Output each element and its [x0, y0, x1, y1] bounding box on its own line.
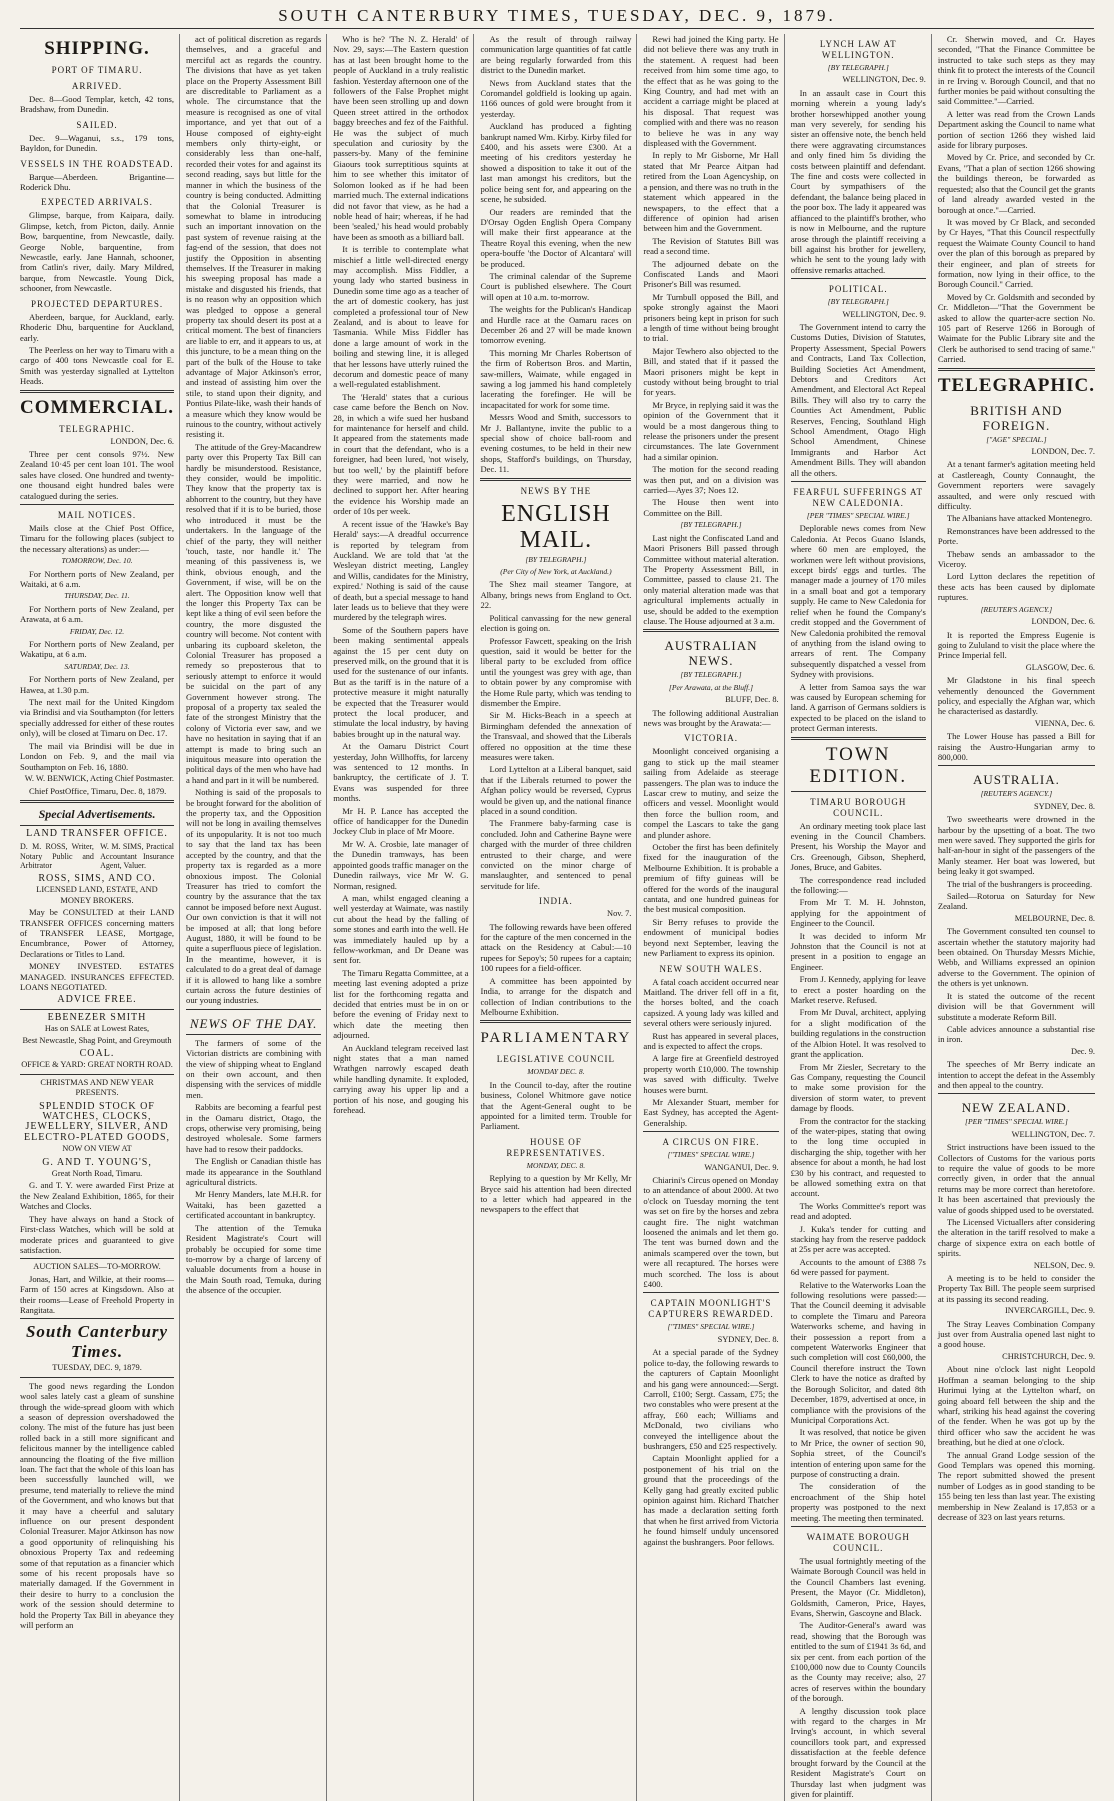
post-office-place: Chief PostOffice, Timaru, Dec. 8, 1879. [29, 786, 167, 797]
divider [643, 629, 778, 632]
new-zealand-heading: NEW ZEALAND. [961, 1100, 1072, 1116]
column-5 [643, 34, 784, 1801]
london-date: LONDON, Dec. 7. [1031, 447, 1095, 456]
cable-item: It is reported the Empress Eugenie is going to Zululand to visit the place where the Prince Imperial fell. [937, 629, 1095, 661]
lynch-text: In an assault case in Court this morning wherein a young lady's brother horsewhipped another young man very severely, for sending his sister an offensive note, the bench held there were aggravating circumstances and only fined him 5s dividing the costs between plaintiff and defendant. The fine and costs were collected in Court by sympathisers of the defendant, the balance being placed in the poor box. The lady it appeared was affianced to the plaintiff's brother, who is now in Melbourne, and the rupture arose through the plaintiff receiving a bill against his brother for jewellery, which he sent to the young lady with offensive remarks attached. [790, 87, 926, 275]
news-item: A recent issue of the 'Hawke's Bay Herald' says:—A dreadful occurrence is reported by telegram from Auckland. We are told that 'at the Wesleyan district meeting, Langley and Willis, candidates for the Ministry, expired.' Nothing is said of the cause of death, but a special message to hand later leads us to believe that they were murdered by the telegraph wires. [333, 518, 469, 623]
divider [938, 368, 1095, 371]
mail-news-item: Sir M. Hicks-Beach in a speech at Birmingham defended the annexation of the Transvaal, and showed that the Liberals offered no opposition at the time these measures were taken. [480, 710, 632, 762]
parliament-text: The motion for the second reading was then put, and on a division was carried—Ayes 37; Noes 12. [643, 464, 779, 496]
divider [791, 791, 926, 792]
by-telegraph: [BY TELEGRAPH.] [827, 297, 889, 307]
shipping-heading: SHIPPING. [44, 38, 150, 59]
parliament-text: Mr Bryce, in replying said it was the opinion of the Government that it would be a most dangerous thing to release the prisoners under the present circumstances. The late Government had a similar opinion. [643, 399, 779, 462]
divider [186, 1009, 321, 1010]
cable-item: At a tenant farmer's agitation meeting held at Castlereagh, County Connaught, the Government reporters were savagely assaulted, and were only rescued with difficulty. [937, 459, 1095, 512]
per-arawata: [Per Arawata, at the Bluff.] [668, 682, 754, 692]
auction-text: Jonas, Hart, and Wilkie, at their rooms—Farm of 150 acres at Kingsdown. Also at their rooms—Lease of Freehold Property in Rangitata. [20, 1273, 175, 1315]
divider [20, 1377, 174, 1378]
cable-item: The Government consulted ten counsel to ascertain whether the statutory majority had been obtained. On Thursday Messrs Michie, Webb, and Williams expressed an opinion adverse to the Government. The opinion of the others is yet unknown. [937, 926, 1095, 989]
council-text: The usual fortnightly meeting of the Waimate Borough Council was held in the Council Chambers last evening. Present, the Mayor (Cr. Middleton), Goldsmith, Cameron, Price, Hayes, Evans, Sherwin, Gascoyne and Black. [790, 1555, 926, 1618]
town-edition-heading: TOWN EDITION. [809, 743, 908, 787]
office-yard: OFFICE & YARD: GREAT NORTH ROAD. [21, 1060, 173, 1070]
divider [480, 1020, 631, 1023]
aus-item: A fatal coach accident occurred near Maitland. The driver fell off in a fit, the horses bolted, and the coach capsized. A young lady was killed and several others were seriously injured. [643, 976, 779, 1029]
wellington-date: WELLINGTON, Dec. 7. [1011, 1129, 1095, 1139]
by-telegraph: [BY TELEGRAPH.] [680, 520, 742, 530]
parliament-text: In reply to Mr Gisborne, Mr Hall stated that Mr Pearce Aitpan had retired from the Loan Agencyship, on a pension, and there was no truth in the statement which appeared in the newspapers, to the effect that a difference of opinion had arisen between him and the Government. [643, 150, 779, 234]
news-item: Mr H. P. Lance has accepted the office of handicapper for the Dunedin Jockey Club in place of Mr Moore. [333, 805, 469, 837]
postmaster-signature: W. W. BENWICK, Acting Chief Postmaster. [24, 773, 175, 783]
cable-item: The Lower House has passed a Bill for raising the Austro-Hungarian army to 800,000. [937, 731, 1095, 762]
special-ads-heading: Special Advertisements. [38, 806, 156, 821]
coal-heading: COAL. [79, 1048, 115, 1059]
news-item: Rabbits are becoming a fearful pest in the Oamaru district, Otago, the crops, otherwise very promising, being destroyed wholesale. Some farmers have had to resow their paddocks. [186, 1102, 322, 1154]
divider [20, 1318, 174, 1319]
ross-sims-names [20, 842, 174, 871]
editorial-text: The attitude of the Grey-Macandrew party over this Property Tax Bill can hardly be misunderstood. Resistance, they consider, would be impolitic. They know that the property tax is abhorrent to the country, but they have resolved that if it is to be buried, those who introduced it must be the undertakers. In the language of the chief of the party, they will neither 'touch, taste, nor handle it.' The meaning of this passiveness is, we think, obvious enough, and the Government, if wise, will be on the alert. The Opposition know well that the longer this Property Tax can be kept like a thing of evil seen before the country, the more disgusted the country will become. Not content with unbaring its cupboard skeleton, the Colonial Treasurer has proposed a remedy so preposterous that to seriously attempt to enforce it would be suicidal on the part of any Government however strong. The proposal of a property tax sealed the fate of the strongest Ministry that the colony of Victoria ever saw, and we have no hesitation in saying that if an attempt is made to bring such an iniquitous measure into operation the political days of the men who have had a hand and part in it will be numbered. [186, 441, 322, 785]
cable-item: Lord Lytton declares the repetition of these acts has been caused by diplomate ruptures. [937, 571, 1095, 603]
news-by-the: NEWS BY THE [520, 485, 592, 496]
cable-item: Two sweethearts were drowned in the harbour by the upsetting of a boat. The two men were saved. They supported the girls for half-an-hour in sight of the passengers of the Manly steamer. Her boat was lowered, but being leaky it got swamped. [937, 814, 1095, 877]
aus-item: Rust has appeared in several places, and is expected to affect the crops. [643, 1030, 779, 1051]
cable-item: About nine o'clock last night Leopold Hoffman a seaman belonging to the ship Hurimui lying at the Lyttelton wharf, on going aboard fell between the ship and the wharf, striking his head against the covering of the fender. When he was got up by the third officer who saw the accident he was breathing, but he died at one o'clock. [937, 1364, 1095, 1448]
waimate-council-heading: WAIMATE BOROUGH COUNCIL. [806, 1531, 910, 1553]
aus-item: The following additional Australian news was brought by the Arawata:— [643, 707, 779, 728]
times-wire: [PER "TIMES" SPECIAL WIRE.] [964, 1117, 1068, 1127]
news-of-day-heading: NEWS OF THE DAY. [189, 1015, 318, 1031]
parliament-text: Mr Turnbull opposed the Bill, and spoke strongly against the Maori prisoners being kept in prison for such a length of time without being brought to trial. [643, 291, 779, 344]
times-wire: ["TIMES" SPECIAL WIRE.] [667, 1150, 755, 1160]
mail-intro: Mails close at the Chief Post Office, Timaru for the following places (subject to the necessary alterations) as under:— [20, 522, 175, 554]
young-text-2: They have always on hand a Stock of First-class Watches, which will be sold at moderate prices and guaranteed to give satisfaction. [20, 1213, 175, 1255]
mail-item: The mail via Brindisi will be due in London on Feb. 9, and the mail via Southampton on Feb. 16, 1880. [20, 740, 175, 772]
moonlight-text: Captain Moonlight applied for a postponement of his trial on the ground that the proceedings of the Kelly gang had greatly excited public opinion against him. Richard Thatcher has made a declaration setting forth that when he first arrived from Victoria he found himself unduly uncensored against the bushrangers. Poor fellows. [643, 1453, 779, 1547]
divider [20, 800, 174, 803]
divider [20, 504, 174, 505]
divider [643, 1131, 778, 1132]
reuters-wire: [REUTER'S AGENCY.] [980, 789, 1053, 799]
divider [20, 1074, 174, 1075]
ross-sims-money: MONEY INVESTED. ESTATES MANAGED. INSURANCES EFFECTED. LOANS NEGOTIATED. [20, 961, 175, 992]
news-item: Who is he? 'The N. Z. Herald' of Nov. 29, says:—The Eastern question has at last been brought home to the people of Auckland in a truly realistic fashion. Yesterday afternoon one of the followers of the False Prophet might have been seen strolling up and down Queen street attired in the orthodox baggy breeches and fez of the Faithful. He was the subject of much speculation and curiosity by the passers-by. Many of the feminine Giaours took surreptitious squints at him to see whether this imitator of Solomon looked as if he had been married much. The external indications did not favor that view, as he had a noble head of hair; whereas, if he had been 'sealed,' his head would probably have been as smooth as a billiard ball. [333, 34, 469, 242]
divider [186, 1034, 321, 1035]
departures-text: Aberdeen, barque, for Auckland, early. Rhoderic Dhu, barquentine for Auckland, early. [20, 311, 175, 343]
council-text: The consideration of the encroachment of the Ship hotel property was postponed to the next meeting. The meeting then terminated. [790, 1481, 926, 1523]
xmas-heading: CHRISTMAS AND NEW YEAR PRESENTS. [40, 1077, 154, 1098]
column-2 [186, 34, 327, 1801]
page-masthead: SOUTH CANTERBURY TIMES, TUESDAY, DEC. 9, 1879. [20, 6, 1094, 29]
ebenezer-sale: Has on SALE at Lowest Rates, [44, 1024, 150, 1034]
cable-item: The Albanians have attacked Montenegro. [946, 513, 1093, 524]
glasgow-date: GLASGOW, Dec. 6. [1025, 662, 1095, 672]
mail-date: TOMORROW, Dec. 10. [61, 556, 133, 566]
council-text: J. Kuka's tender for cutting and stacking hay from the reserve paddock at 25s per acre was accepted. [790, 1223, 926, 1255]
mail-notices-heading: MAIL NOTICES. [57, 509, 137, 520]
council-text: Moved by Cr. Goldsmith and seconded by Cr. Middleton—"That the Government be asked to allow the quarter-acre section No. 105 part of Reserve 1266 in Borough of Waimate for the Public Library site and the Clerk be authorised to send tracing of same." Carried. [937, 291, 1095, 365]
news-item: A man, whilst engaged cleaning a well yesterday at Waimate, was nastily cut about the head by the falling of some stones and earth into the well. He was immediately hauled up by a fellow-workman, and Dr Deane was sent for. [333, 892, 469, 966]
land-transfer-heading: LAND TRANSFER OFFICE. [26, 827, 168, 839]
legislative-council: LEGISLATIVE COUNCIL [496, 1054, 616, 1065]
council-text: Cr. Sherwin moved, and Cr. Hayes seconded, "That the Finance Committee be instructed to take such steps as they may think fit to protect the interests of the Council in re Irving v. Borough Council, and that no further monies be paid without consulting the said Committee."—Carried. [937, 34, 1095, 107]
by-telegraph: [BY TELEGRAPH.] [525, 554, 587, 564]
news-item: Mr Henry Manders, late M.H.R. for Waitaki, has been gazetted a certificated accountant in bankruptcy. [186, 1189, 322, 1221]
mail-news-item: The Shez mail steamer Tangore, at Albany, brings news from England to Oct. 22. [480, 579, 632, 611]
moonlight-heading: CAPTAIN MOONLIGHT'S CAPTURERS REWARDED. [648, 1298, 774, 1320]
english-mail-heading: ENGLISH MAIL. [501, 500, 611, 553]
council-text: From the contractor for the stacking of the water-pipes, stating that owing to the long time occupied in discharging the ship, together with her absence for about a month, he had lost £30 by his contract, and requested to be allowed something extra on that account. [790, 1115, 926, 1199]
parliamentary-heading: PARLIAMENTARY [480, 1030, 632, 1047]
cable-item: The trial of the bushrangers is proceeding. [946, 878, 1093, 889]
london-date-2: LONDON, Dec. 6. [1031, 617, 1095, 627]
circus-text: Chiarini's Circus opened on Monday to an attendance of about 2000. At two o'clock on Tuesday morning the tent was set on fire by the horses and zebra caught fire. The night watchman loosened the animals and let them go. The tent was burned down and the animals scampered over the town, but were all recaptured. The horses were much scorched. The loss is about £400. [643, 1175, 779, 1290]
mail-news-item: Professor Fawcett, speaking on the Irish question, said it would be better for the liberal party to be excluded from office until the youngest was grey with age, than to obtain power by any compromise with the Home Rule party, which was tending to dismember the Empire. [480, 635, 632, 708]
council-text: Accounts to the amount of £388 7s 6d were passed for payment. [790, 1256, 926, 1278]
vessels-label: VESSELS IN THE ROADSTEAD. [20, 158, 174, 169]
news-item: Our readers are reminded that the D'Orsay Ogden English Opera Company will make their first appearance at the Theatre Royal this evening, when the new opera-bouffe 'the Doctor of Alcantara' will be produced. [480, 206, 632, 269]
fearful-heading: FEARFUL SUFFERINGS AT NEW CALEDONIA. [793, 487, 924, 509]
news-item: The English or Canadian thistle has made its appearance in the Southland agricultural districts. [186, 1156, 322, 1188]
wellington-date-2: WELLINGTON, Dec. 9. [842, 309, 926, 319]
reuters-wire: [REUTER'S AGENCY.] [980, 604, 1053, 614]
editorial-text: Nothing is said of the proposals to be brought forward for the abolition of the property tax, and the Opposition will not be long in availing themselves of its unpopularity. It is not too much to say that the land tax has been accepted by the country, and that the property tax is regarded as a more obnoxious impost. The Colonial Treasurer has tried to comfort the country by the assurance that the tax cannot be imposed before next August. Our own conviction is that it will not be imposed at all; that long before August, 1880, it will be found to be quite a superfluous piece of legislation. In the meantime, however, it is calculated to do a great deal of damage if it is allowed to hang like a sombre curtain across the future destinies of our young industries. [186, 787, 322, 1006]
council-text: Relative to the Waterworks Loan the following resolutions were passed:—That the Council deeming it advisable to complete the Timaru and Pareora Waterworks scheme, and having in their possession a report from a competent Waterworks Engineer that such completion will cost £60,000, the Council therefore instruct the Town Clerk to have the notice as drafted by the Borough Solicitor, and dated 8th December, 1879, advertised at once, in compliance with the provisions of the Municipal Corporations Act. [790, 1279, 926, 1425]
cable-item: The Licensed Victuallers after considering the alteration in the tariff resolved to make a charge of sixpence extra on each bottle of spirits. [937, 1217, 1095, 1259]
sims-name: W. M. SIMS, Practical Accountant Insurance Agent, Valuer. [100, 842, 175, 871]
column-1 [20, 34, 180, 1801]
vessels-text: Barque—Aberdeen. Brigantine—Roderick Dhu. [20, 171, 175, 193]
news-item: The Timaru Regatta Committee, at a meeting last evening adopted a prize list for the forthcoming regatta and decided that entries must be in on or before the evening of Friday next to which date the meeting then adjourned. [333, 967, 469, 1041]
council-text: An ordinary meeting took place last evening in the Council Chambers. Present, his Worship the Mayor and Crs. Greenough, Gibson, Shepherd, Jones, Bruce, and Gabites. [790, 820, 926, 873]
council-text: A letter was read from the Crown Lands Department asking the Council to name what portion of section 1266 they wished laid aside for library purposes. [937, 108, 1095, 151]
divider [791, 278, 926, 279]
paper-title: South Canterbury Times. [25, 1322, 169, 1362]
parliament-text: Last night the Confiscated Land and Maori Prisoners Bill passed through Committee without material alteration. The Property Assessment Bill, in Committee, passed to clause 21. The only material alteration made was that agricultural implements actually in use, should be added to the exemption clause. The House adjourned at 3 a.m. [643, 532, 779, 626]
telegraphic-heading: TELEGRAPHIC. [937, 374, 1095, 396]
cable-item: Sailed—Rotorua on Saturday for New Zealand. [937, 891, 1095, 912]
expected-text: Glimpse, barque, from Kaipara, daily. Glimpse, ketch, from Picton, daily. Annie Bow, barquentine, from Newcastle, daily. George Noble, barquentine, from Newcastle, early. Jane Hannah, schooner, from Catlin's river, daily. Mary Mildred, barque, from Newcastle. Young Dick, schooner, from Newcastle. [20, 210, 175, 294]
per-city: (Per City of New York, at Auckland.) [500, 567, 612, 577]
expected-label: EXPECTED ARRIVALS. [41, 197, 153, 208]
india-heading: INDIA. [539, 896, 573, 907]
timaru-council-heading: TIMARU BOROUGH COUNCIL. [810, 796, 907, 818]
dateline: LONDON, Dec. 6. [110, 436, 175, 446]
divider [20, 1258, 174, 1259]
divider [938, 1093, 1095, 1094]
moonlight-text: At a special parade of the Sydney police to-day, the following rewards to the capturers of Captain Moonlight and his gang were announced:—Sergt. Carroll, £100; Sergt. Cassam, £75; the two constables who were present at the affray, £60 each; Williams and McDonald, two civilians who conveyed the intelligence about the bushrangers, £50 and £25 respectively. [643, 1347, 779, 1451]
council-text: The Works Committee's report was read and adopted. [790, 1200, 926, 1222]
parliament-text: The adjourned debate on the Confiscated Lands and Maori Prisoner's Bill was resumed. [643, 258, 779, 290]
parliament-text: Major Tewhero also objected to the Bill, and stated that if it passed the Maori prisoners might be kept in custody without being brought to trial for years. [643, 345, 779, 398]
news-item: The farmers of some of the Victorian districts are combining with the view of shipping wheat to England on their own account, and then dispensing with the services of middle men. [186, 1037, 322, 1100]
auction-heading: AUCTION SALES—TO-MORROW. [33, 1262, 161, 1272]
mail-date: SATURDAY, Dec. 13. [64, 661, 130, 671]
news-item: Mr W. A. Crosbie, late manager of the Dunedin tramways, has been appointed goods traffic manager on the Dunedin railways, vice Mr W. G. Norman, resigned. [333, 838, 469, 891]
british-foreign-heading: BRITISH AND FOREIGN. [970, 402, 1063, 433]
divider [791, 481, 926, 482]
mail-news-item: The Franmere baby-farming case is concluded. John and Catherine Bayne were charged with the murder of three children entrusted to their charge, and were convicted on the minor charge of manslaughter, and sentenced to penal servitude for life. [480, 818, 632, 891]
ebenezer-coal-types: Best Newcastle, Shag Point, and Greymouth [22, 1035, 172, 1045]
cable-item: The annual Grand Lodge session of the Good Templars was opened this morning. The report submitted showed the present number of Lodges as in good standing to be 155 being ten less than last year. The existing membership in New Zealand is 17,853 or a decrease of 323 on last years returns. [937, 1449, 1095, 1522]
news-item: Auckland has produced a fighting bankrupt named Wm. Kirby. Kirby filed for £400, and his assets were £300. At a meeting of his creditors yesterday he showed a disposition to take it out of the last man amongst his creditors, but the police being sent for, and appearing on the scene, he subsided. [480, 121, 632, 205]
by-telegraph: [BY TELEGRAPH.] [827, 63, 889, 72]
parliament-text: The House then went into Committee on the Bill. [643, 497, 779, 518]
house-reps: HOUSE OF REPRESENTATIVES. [506, 1136, 606, 1158]
divider [791, 1526, 926, 1527]
sydney-date: SYDNEY, Dec. 8. [717, 1334, 779, 1344]
ross-name: D. M. ROSS, Writer, Notary Public and Arbitrator [20, 842, 94, 871]
cable-item: A meeting is to be held to consider the Property Tax Bill. The people seem surprised at its passing its second reading. [937, 1273, 1095, 1304]
arrived-label: ARRIVED. [71, 81, 123, 91]
news-item: This morning Mr Charles Robertson of the firm of Robertson Bros. and Martin, saw-millers, Waimate, while engaged in sawing a log jammed his hand completely lacerating the forefinger. He will be incapacitated for work for some time. [480, 347, 632, 410]
bluff-date: BLUFF, Dec. 8. [725, 695, 779, 705]
aus-item: Mr Alexander Stuart, member for East Sydney, has accepted the Agent-Generalship. [643, 1096, 779, 1128]
sailed-label: SAILED. [76, 119, 118, 130]
victoria-heading: VICTORIA. [683, 733, 739, 744]
young-text: G. and T. Y. were awarded First Prize at the New Zealand Exhibition, 1865, for their Watches and Clocks. [20, 1180, 175, 1212]
invercargill-date: INVERCARGILL, Dec. 9. [1004, 1306, 1095, 1316]
council-text: From J. Kennedy, applying for leave to erect a poster hoarding on the Market reserve. Refused. [790, 974, 926, 1006]
council-text: From Mr Duval, architect, applying for a slight modification of the building regulations in the construction of the Albion Hotel. It was resolved to grant the application. [790, 1007, 926, 1060]
mail-news-item: Political canvassing for the new general election is going on. [480, 612, 632, 634]
leader-text: The good news regarding the London wool sales lately cast a gleam of sunshine through the wide-spread gloom with which a season of depression overshadowed the colony. The mist of the future has just been rolled back in a still more significant and felicitous manner by the intelligence cabled announcing the floating of the five million loan. The fact that the whole of this loan has been successfully launched will, we presume, tend materially to relieve the mind of the Government, and who knows but that it may have a cheerful and salutary influence on our present despondent Colonial Treasurer. Major Atkinson has now a good opportunity of relinquishing his obnoxious Property Tax and redeeming some of that reputation as a financier which some of his recent proposals have so materially damaged. If the Government in their desire to hurry to a conclusion the work of the session should determine to hold the Property Tax Bill in abeyance they will perform an [20, 1380, 175, 1631]
council-text: It was decided to inform Mr Johnston that the Council is not at present in a position to engage an Engineer. [790, 930, 926, 972]
mail-item: For Northern ports of New Zealand, per Waitaki, at 6 a.m. [20, 568, 175, 589]
mail-news-item: Lord Lyttelton at a Liberal banquet, said that if the Liberals returned to power the Afghan policy would be reversed, Cyprus would be given up, and the national finance placed in a sound condition. [480, 764, 632, 816]
telegraphic-label: TELEGRAPHIC. [59, 423, 135, 434]
mail-date: FRIDAY, Dec. 12. [69, 626, 125, 636]
council-text: From Mr T. M. H. Johnston, applying for the appointment of Engineer to the Council. [790, 897, 926, 929]
fearful-text: Deplorable news comes from New Caledonia. At Pecos Guano Islands, where 60 men are employed, the workmen were left without provisions, except birds' eggs and turtles. The manager made a journey of 170 miles in a small boat and got a temporary supply. He came to New Caledonia for relief when he found the Company's credit stopped and the Government of New Caledonia prohibited the removal of anything from the island owing to arrears of rent. The Company subsequently dispatched a vessel from Sydney with provisions. [790, 523, 926, 680]
melbourne-date: MELBOURNE, Dec. 8. [1014, 913, 1095, 923]
young-heading: G. AND T. YOUNG'S, [42, 1156, 152, 1168]
nsw-heading: NEW SOUTH WALES. [659, 963, 763, 974]
young-address: Great North Road, Timaru. [51, 1169, 143, 1179]
ross-sims-heading: ROSS, SIMS, AND CO. [38, 872, 156, 884]
mail-item: The next mail for the United Kingdom via Brindisi and via Southampton (for letters specially addressed for either of these routes only), will be closed at Timaru on Dec. 17. [20, 697, 175, 739]
council-text: From Mr Ziesler, Secretary to the Gas Company, requesting the Council to make some provision for the diversion of storm water, to prevent damage by floods. [790, 1061, 926, 1114]
cable-item: The speeches of Mr Berry indicate an intention to accept the defeat in the Assembly and then appeal to the country. [937, 1059, 1095, 1090]
peerless-text: The Peerless on her way to Timaru with a cargo of 400 tons Newcastle coal for E. Smith was yesterday signalled at Lyttelton Heads. [20, 344, 175, 387]
council-text: It was moved by Cr Black, and seconded by Cr Hayes, "That this Council respectfully request the Waimate County Council to hand over the plan of this borough as prepared by their engineer, and plan of streets for formation, now lying in their office, to the Borough Council." Carried. [937, 216, 1095, 290]
divider [938, 765, 1095, 766]
divider [791, 737, 926, 740]
divider [20, 825, 174, 826]
wanganui-date: WANGANUI, Dec. 9. [704, 1162, 779, 1172]
mail-item: For Northern ports of New Zealand, per Hawea, at 1.30 p.m. [20, 674, 175, 695]
cable-item: Remonstrances have been addressed to the Porte. [937, 525, 1095, 547]
wellington-date: WELLINGTON, Dec. 9. [842, 75, 926, 85]
nelson-date: NELSON, Dec. 9. [1033, 1260, 1095, 1270]
aus-item: A large fire at Greenfield destroyed property worth £10,000. The township was saved with difficulty. Twelve houses were burnt. [643, 1053, 779, 1095]
council-text: The Auditor-General's award was read, showing that the Borough was entitled to the sum of £1941 3s 6d, and six per cent. from each portion of the £100,000 now due to County Councils as the County may receive; also, 27 acres of reserves within the boundary of the borough. [790, 1620, 926, 1704]
christchurch-date: CHRISTCHURCH, Dec. 9. [1002, 1351, 1095, 1361]
news-item: An Auckland telegram received last night states that a man named Wrathgen narrowly escaped death while handling dynamite. It exploded, carrying away his upper lip and a portion of his nose, and gouging his forehead. [333, 1042, 469, 1116]
news-item: At the Oamaru District Court yesterday, John Willhoffts, for larceny was sentenced to 12 months. In bankruptcy, the certificate of J. T. Evans was suspended for three months. [333, 741, 469, 804]
ebenezer-heading: EBENEZER SMITH [47, 1011, 147, 1023]
cable-item: It is stated the outcome of the recent division will be that Government will substitute a moderate Reform Bill. [937, 990, 1095, 1022]
cable-item: The Stray Leaves Combination Company just over from Australia opened last night to a good house. [937, 1318, 1095, 1350]
india-date: Nov. 7. [607, 909, 632, 919]
divider [643, 1292, 778, 1293]
commercial-text: Three per cent consols 97½. New Zealand 10·45 per cent loan 101. The wool sales have closed. One hundred and twenty-one thousand eight hundred bales were catalogued during the series. [20, 448, 175, 501]
commercial-heading: COMMERCIAL. [20, 396, 175, 418]
news-item: The weights for the Publican's Handicap and Hurdle race at the Oamaru races on December 26 and 27 will be made known tomorrow evening. [480, 304, 632, 346]
column-6 [791, 34, 932, 1801]
mail-date: THURSDAY, Dec. 11. [64, 591, 130, 601]
vienna-date: VIENNA, Dec. 6. [1034, 718, 1095, 728]
port-heading: PORT OF TIMARU. [51, 65, 143, 75]
parliament-text: In the Council to-day, after the routine business, Colonel Whitmore gave notice that the Agent-General ought to be appointed for a limited term. Trouble for Parliament. [480, 1079, 632, 1132]
age-wire: ["AGE" SPECIAL.] [986, 434, 1047, 444]
column-3 [333, 34, 474, 1801]
sydney-date: SYDNEY, Dec. 8. [1033, 801, 1095, 811]
aus-item: Moonlight conceived organising a gang to stick up the mail steamer sailing from Adelaide as steerage passengers. The plan was to induce the Lascar crew to mutiny, and seize the officers and vessel. Moonlight would then force the bullion room, and compel the Lascars to take the gang and plunder ashore. [643, 746, 779, 840]
by-telegraph: [BY TELEGRAPH.] [680, 670, 742, 680]
india-item: A committee has been appointed by India, to arrange for the dispatch and collection of Indian contributions to the Melbourne Exhibition. [480, 975, 632, 1017]
departures-label: PROJECTED DEPARTURES. [30, 298, 164, 309]
splendid-stock: SPLENDID STOCK OF WATCHES, CLOCKS, JEWELLERY, SILVER, AND ELECTRO-PLATED GOODS, [24, 1100, 171, 1143]
australia-heading: AUSTRALIA. [972, 772, 1060, 788]
divider [480, 478, 631, 481]
council-text: Moved by Cr. Price, and seconded by Cr. Evans, "That a plan of section 1266 showing the buildings thereon, be forwarded as requested; also that the Council get the grants of land already awarded vested in the borough at once."—Carried. [937, 152, 1095, 215]
parliament-text: The Revision of Statutes Bill was read a second time. [643, 235, 779, 257]
fearful-text: A letter from Samoa says the war was caused by European scheming for land. A garrison of Germans soldiers is expected to be placed on the island to protect German interests. [790, 681, 926, 734]
council-text: A lengthy discussion took place with regard to the charges in Mr Irving's account, in which several councillors took part, and expressed dissatisfaction at the feeble defence brought forward by the Council at the Resident Magistrate's Court on Thursday last when judgment was given for plaintiff. [790, 1705, 926, 1799]
parliament-text: Replying to a question by Mr Kelly, Mr Bryce said his attention had been directed to a letter which had appeared in the newspapers to the effect that [480, 1173, 632, 1215]
cable-item: Mr Gladstone in his final speech vehemently denounced the Government policy, and especially the Afghan war, which he characterised as dastardly. [937, 675, 1095, 717]
monday-date: MONDAY DEC. 8. [527, 1067, 585, 1077]
cable-item: Thebaw sends an ambassador to the Viceroy. [937, 548, 1095, 570]
column-4 [480, 34, 637, 1801]
now-on-view: NOW ON VIEW AT [62, 1144, 132, 1154]
times-wire: [PER "TIMES" SPECIAL WIRE.] [806, 511, 910, 521]
sailed-text: Dec. 9—Waganui, s.s., 179 tons, Bayldon, for Dunedin. [20, 132, 175, 154]
monday-date-2: MONDAY, DEC. 8. [526, 1160, 586, 1170]
news-item: As the result of through railway communication large quantities of fat cattle are being regularly forwarded from this district to the Dunedin market. [480, 34, 632, 76]
ross-sims-sub: LICENSED LAND, ESTATE, AND MONEY BROKERS. [36, 885, 158, 905]
council-text: It was resolved, that notice be given to Mr Price, the owner of section 90, Sophia street, of the Council's intention of entering upon same for the purpose of constructing a drain. [790, 1427, 926, 1479]
advice-free: ADVICE FREE. [57, 994, 137, 1006]
mail-item: For Northern ports of New Zealand, per Wakatipu, at 6 a.m. [20, 639, 175, 660]
political-heading: POLITICAL. [828, 284, 888, 295]
mail-item: For Northern ports of New Zealand, per Arawata, at 6 a.m. [20, 603, 175, 625]
cable-item: Cable advices announce a substantial rise in iron. [937, 1023, 1095, 1045]
news-item: Some of the Southern papers have been making sentimental appeals against the 15 per cent duty on preserved milk, on the ground that it is used for the sustenance of our infants. But as the tariff is in the nature of a protective measure it might naturally be expected that the Treasurer would protect the local producer, and stimulate the local industry, by having babies brought up in the natural way. [333, 624, 469, 739]
news-item: The criminal calendar of the Supreme Court is published elsewhere. The Court will open at 10 a.m. to-morrow. [480, 270, 632, 302]
column-7 [938, 34, 1100, 1801]
aus-item: Sir Berry refuses to provide the endowment of municipal bodies beyond next September, leaving the new Parliament to express its opinion. [643, 916, 779, 959]
divider [20, 1009, 174, 1010]
news-item: The attention of the Temuka Resident Magistrate's Court will probably be occupied for some time to-morrow by a charge of larceny of valuable documents from a house in the Main South road, Temuka, during the absence of the occupier. [186, 1222, 322, 1296]
circus-heading: A CIRCUS ON FIRE. [662, 1137, 760, 1148]
india-item: The following rewards have been offered for the capture of the men concerned in the attack on the Residency at Cabul:—10 rupees for Sepoy's; 50 rupees for a captain; 100 rupees for a field-officer. [480, 921, 632, 974]
political-text: The Government intend to carry the Customs Duties, Division of Statutes, Property Assessment, Special Powers and Contracts, Land Tax Collection, Building Societies Act Amendment, Debtors and Creditors Act Amendment, and Electoral Act Repeal Bills. They will also try to carry the Counties Act Amendment, Public Reserves, Fencing, Southland High School Amendment, Otago High School Amendment, Chinese Immigrants and Harbor Act Amendment Bills. They will abandon all the others. [790, 321, 926, 478]
editorial-text: act of political discretion as regards themselves, and a graceful and merciful act as regards the country. The divisions that have as yet taken place on the Property Assessment Bill are discreditable to Parliament as a whole. The circumstance that the measure is recognised as one of vital importance, and yet that out of a House composed of eighty-eight members only thirty-eight, or considerably less than one-half, recorded their votes for and against its second reading, says but little for the manner in which the business of the country is being conducted. Admitting that the Colonial Treasurer is somewhat to blame in introducing such an important innovation on the past system of revenue raising at the fag-end of the session, that does not justify the Opposition in absenting themselves. If the Treasurer in making his sweeping proposal has made a mistake and disgusted his friends, that is no reason why an opposition which was pledged to oppose a general property tax should desert its post at a critical moment. The best of financiers are liable to err, and it appears to us, at this juncture, to be a mean thing on the part of the bulk of the House to take advantage of Major Atkinson's error, and instead of assisting him over the stile, to stand upon their dignity, and Pontius Pilate-like, wash their hands of a measure which they know would be ruinous to the country, without actively resisting it. [186, 34, 322, 440]
australian-news-heading: AUSTRALIAN NEWS. [664, 638, 758, 669]
news-item: The 'Herald' states that a curious case came before the Bench on Nov. 28, in which a wife sued her husband for maintenance for herself and child. It appeared from the statements made in court that the defendant, who is a foreigner, had been lured, 'not wisely, but too well,' by the plaintiff before they were married, and now he declined to support her. After hearing the evidence his Worship made an order of 10s per week. [333, 391, 469, 517]
parliament-text: Rewi had joined the King party. He did not believe there was any truth in the statement. A request had been received from him some time ago, to the effect that as he was going to the King Country, and had met with an accident a carriage might be placed at his disposal. That request was complied with and there was no reason to believe he was in any way displeased with the Government. [643, 34, 779, 149]
cable-item: Strict instructions have been issued to the Collectors of Customs for the various ports to require the value of goods to be more correctly given, in order that the annual returns may be more correct than heretofore. It has been ascertained that previously the value of goods shipped used to be overstated. [937, 1142, 1095, 1215]
divider [20, 390, 174, 393]
aus-item: October the first has been definitely fixed for the inauguration of the Melbourne Exhibition. It is probable a premium of fifty guineas will be offered for the words of the inaugural cantata, and one hundred guineas for the best musical composition. [643, 842, 779, 915]
lynch-heading: LYNCH LAW AT WELLINGTON. [819, 39, 897, 60]
council-text: The correspondence read included the following:— [790, 874, 926, 895]
dec9-date: Dec. 9. [1071, 1046, 1095, 1056]
columns [20, 34, 1100, 1799]
news-item: Messrs Wood and Smith, successors to Mr J. Ballantyne, invite the public to a special show of choice ball-room and evening costumes, to be held in their new shops, Stafford's buildings, on Thursday, Dec. 11. [480, 412, 632, 475]
arrived-text: Dec. 8—Good Templar, ketch, 42 tons, Bradshaw, from Dunedin. [20, 94, 175, 115]
news-item: News from Auckland states that the Coromandel goldfield is looking up again. 1166 ounces of gold were brought from it yesterday. [480, 77, 632, 119]
ross-sims-text: May be CONSULTED at their LAND TRANSFER OFFICES concerning matters of TRANSFER LEASE, Mortgage, Encumbrance, Power of Attorney, Declarations or Titles to Land. [20, 907, 175, 959]
times-wire: ["TIMES" SPECIAL WIRE.] [667, 1322, 755, 1332]
issue-date: TUESDAY, DEC. 9, 1879. [52, 1363, 142, 1373]
news-item: It is terrible to contemplate what mischief a little well-directed energy may accomplish. Miss Fiddler, a young lady who started business in Dunedin some time ago as a teacher of the art of domestic cookery, has just completed a professional tour of New Zealand, and is about to leave for Tasmania. While Miss Fiddler has done a large amount of work in the boiling and stewing line, it is alleged that her lessons have utterly ruined the decorum and domestic peace of many a well-regulated establishment. [333, 244, 469, 390]
